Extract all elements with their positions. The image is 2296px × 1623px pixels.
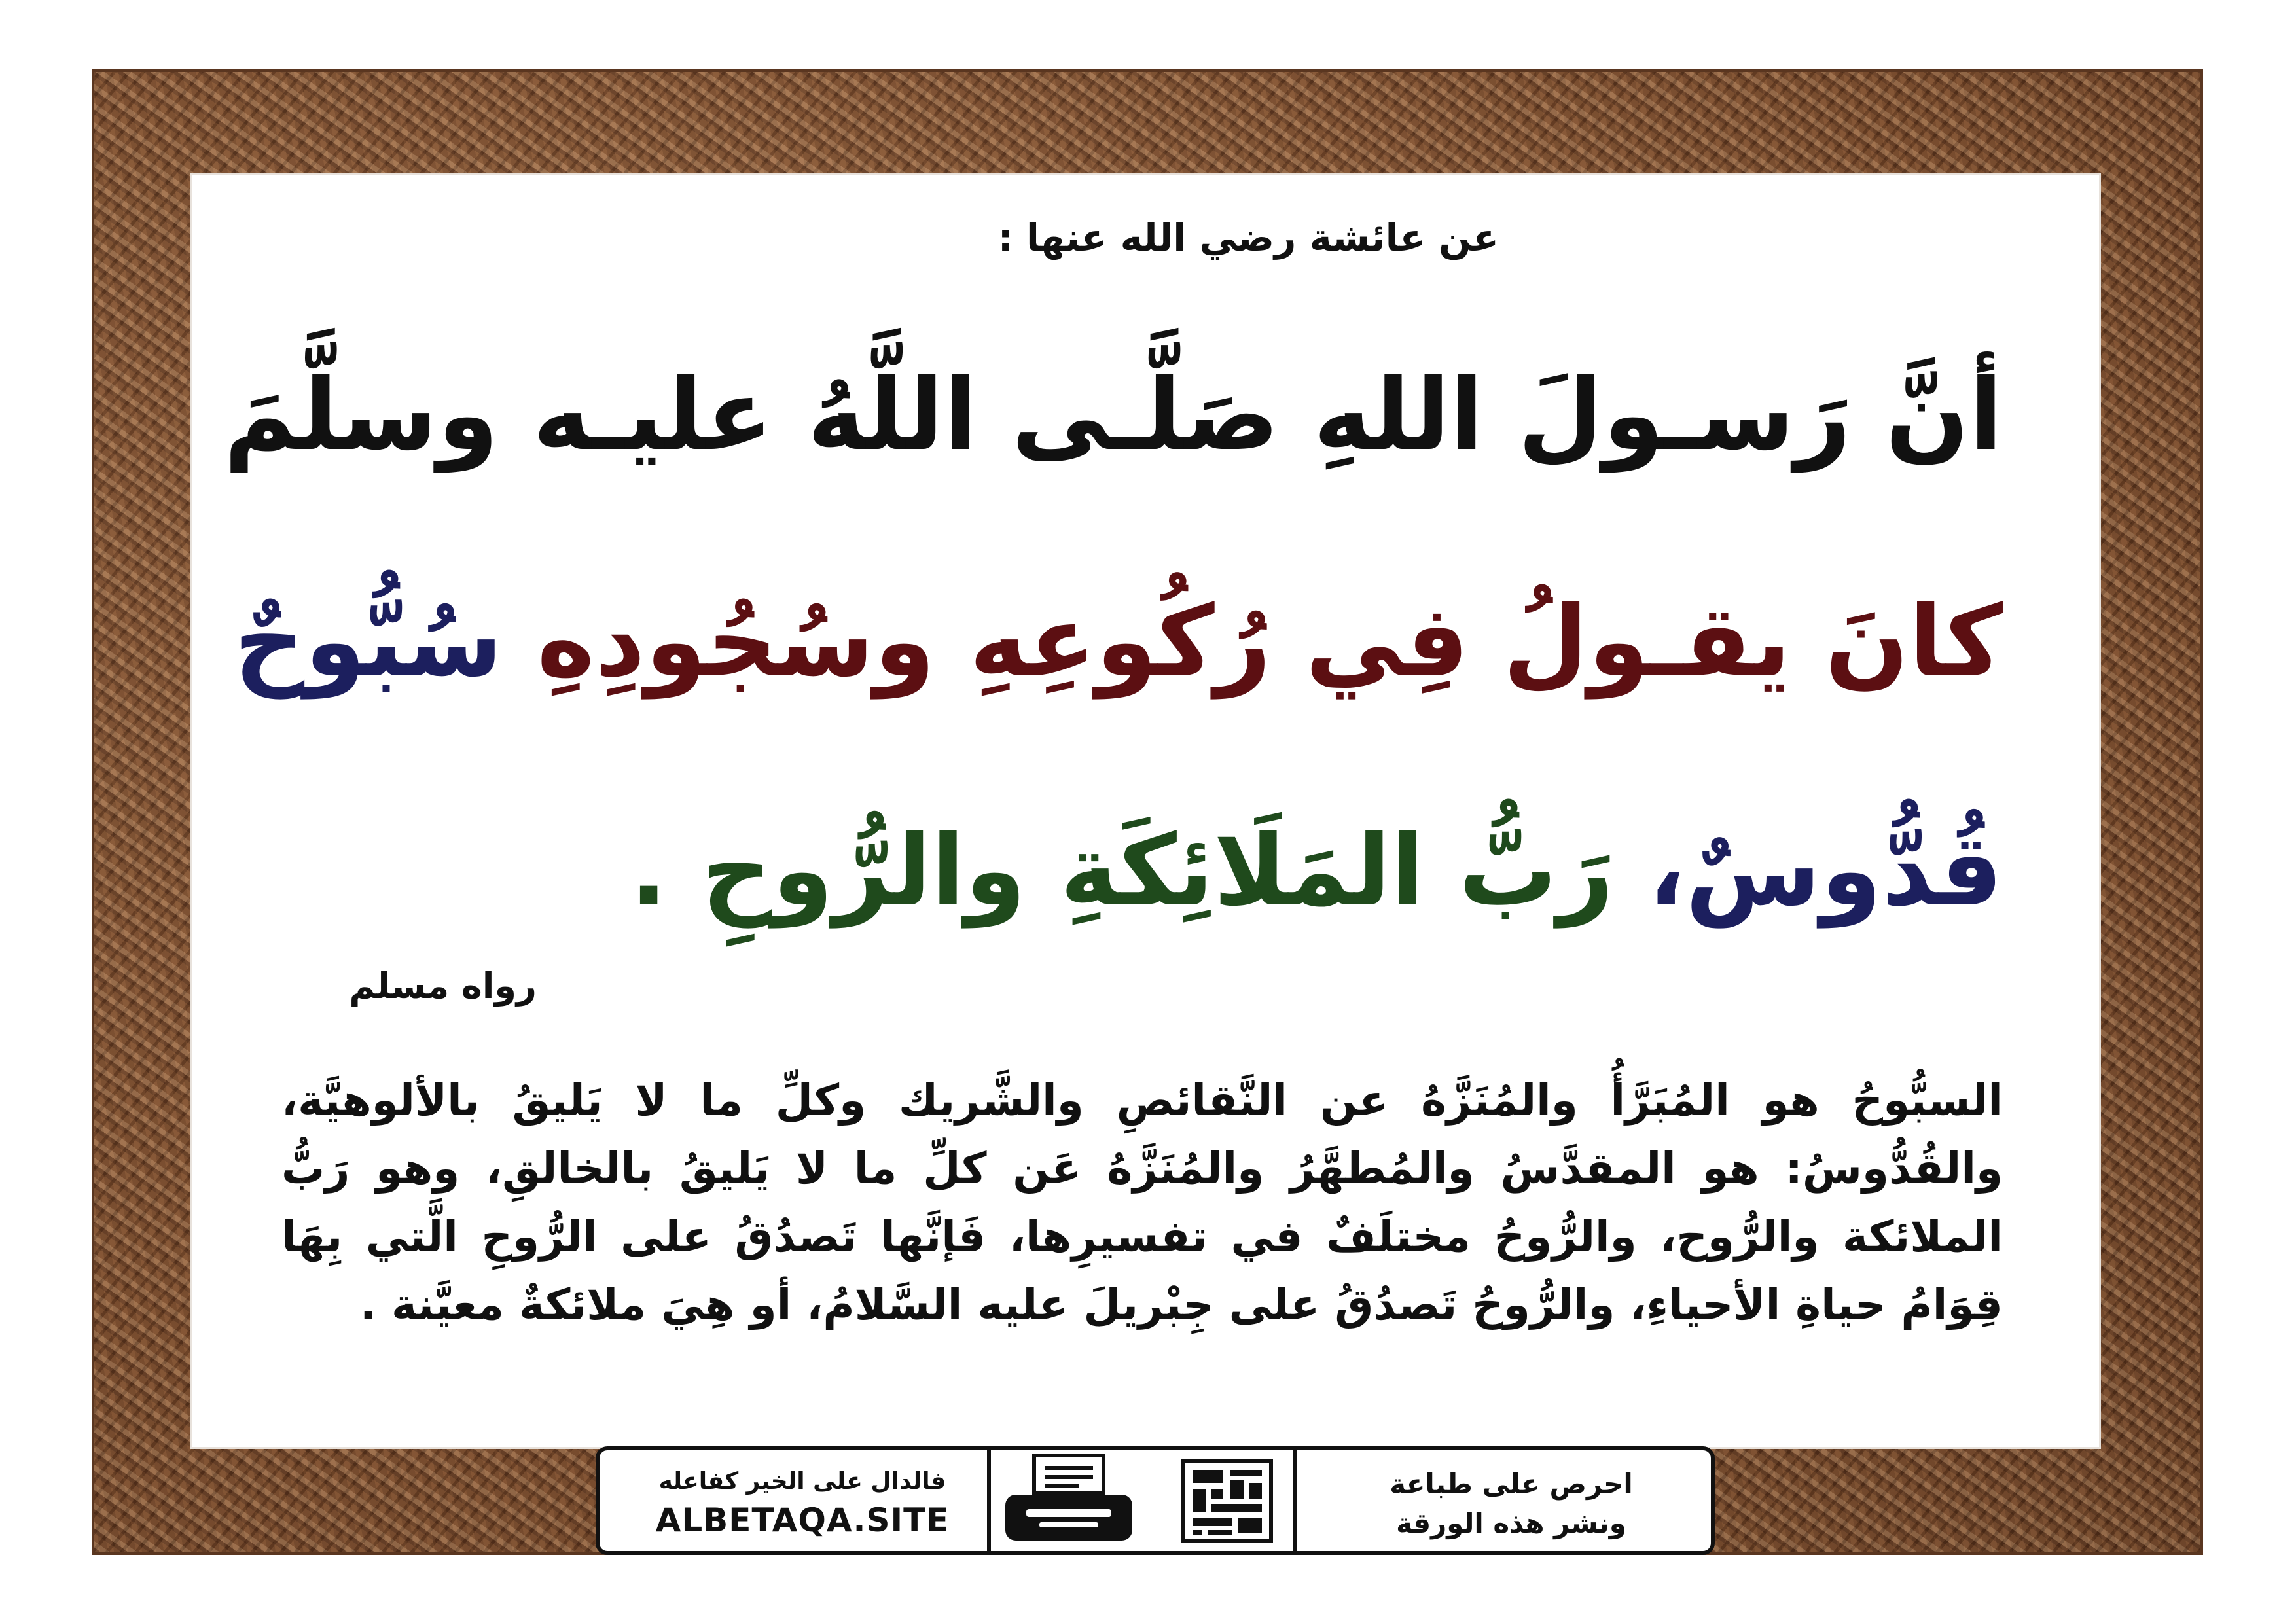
hadith-line-3-navy-text: قُدُّوسٌ، bbox=[1647, 814, 2003, 928]
footer-print-notice bbox=[1331, 1465, 1691, 1543]
commentary-paragraph: السبُّوحُ هو المُبَرَّأُ والمُنَزَّهُ عن النَّقائصِ والشَّريك وكلِّ ما لا يَليقُ بالألوهيَّة، والقُدُّوسُ: هو المقدَّسُ والمُطهَّرُ والمُنَزَّهُ عَن كلِّ ما لا يَليقُ بالخالقِ، وهو رَبُّ الملائكة والرُّوح، والرُّوحُ مختلَفٌ في تفسيرِها، فَإنَّها تَصدُقُ على الرُّوحِ الَّتي بِهَا قِوَامُ حياةِ الأحياءِ، والرُّوحُ تَصدُقُ على جِبْريلَ عليه السَّلامُ، أو هِيَ ملائكةٌ معيَّنة . bbox=[281, 1075, 2003, 1330]
footer-print-line-1: احرص على طباعة bbox=[1390, 1468, 1633, 1500]
hadith-line-1 bbox=[224, 340, 2003, 491]
footer-site-block bbox=[619, 1465, 986, 1543]
narrator-line: عن عائشة رضي الله عنها : bbox=[997, 215, 1499, 260]
hadith-line-2 bbox=[234, 567, 2003, 717]
hadith-line-2-navy-text: سُبُّوحٌ bbox=[234, 585, 503, 699]
footer-site-link[interactable]: ALBETAQA.SITE bbox=[655, 1501, 950, 1539]
hadith-line-2-maroon-text: كانَ يقـولُ فِي رُكُوعِهِ وسُجُودِهِ bbox=[537, 585, 2003, 699]
hadith-line-3 bbox=[275, 796, 2003, 946]
footer-proverb: فالدال على الخير كفاعله bbox=[658, 1468, 946, 1495]
hadith-line-3-green-text: رَبُّ المَلَائِكَةِ والرُّوحِ . bbox=[630, 814, 1614, 928]
footer-divider-right bbox=[1293, 1450, 1297, 1551]
printer-icon bbox=[1000, 1453, 1138, 1548]
hadith-source: رواه مسلم bbox=[349, 965, 537, 1007]
footer-divider-left bbox=[987, 1450, 991, 1551]
footer-print-line-2: ونشر هذه الورقة bbox=[1396, 1507, 1626, 1539]
dawat-alwaraqa-logo-icon bbox=[1178, 1457, 1276, 1544]
hadith-line-1-text: أنَّ رَسـولَ اللهِ صَلَّـى اللَّهُ عليـه وسلَّمَ bbox=[224, 359, 2003, 473]
footer-banner bbox=[596, 1446, 1715, 1555]
